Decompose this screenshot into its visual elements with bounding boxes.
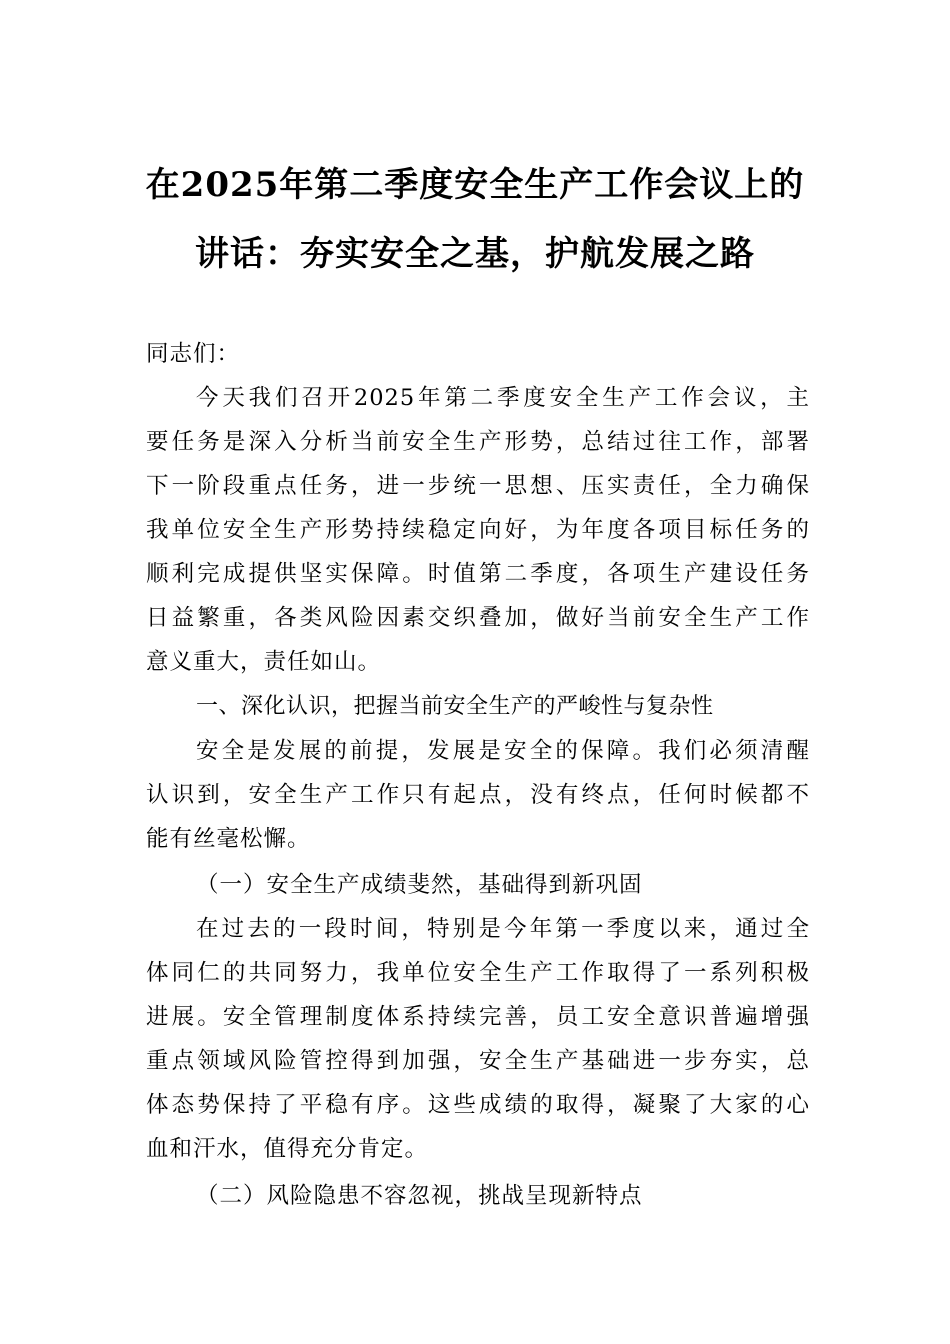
document-title-line-2: 讲话：夯实安全之基，护航发展之路 bbox=[195, 234, 755, 274]
paragraph-line: 体态势保持了平稳有序。这些成绩的取得，凝聚了大家的心 bbox=[146, 1092, 810, 1118]
subsection-heading: （二）风险隐患不容忽视，挑战呈现新特点 bbox=[196, 1183, 643, 1209]
paragraph-line: 要任务是深入分析当前安全生产形势，总结过往工作，部署 bbox=[146, 429, 810, 455]
paragraph-line: 我单位安全生产形势持续稳定向好，为年度各项目标任务的 bbox=[146, 517, 810, 543]
subsection-heading: （一）安全生产成绩斐然，基础得到新巩固 bbox=[196, 872, 643, 898]
paragraph-line: 下一阶段重点任务，进一步统一思想、压实责任，全力确保 bbox=[146, 473, 810, 499]
paragraph-line: 进展。安全管理制度体系持续完善，员工安全意识普遍增强 bbox=[146, 1004, 810, 1030]
paragraph-line: 认识到，安全生产工作只有起点，没有终点，任何时候都不 bbox=[146, 782, 810, 808]
document-title-line-1: 在2025年第二季度安全生产工作会议上的 bbox=[145, 165, 805, 205]
paragraph-line: 安全是发展的前提，发展是安全的保障。我们必须清醒 bbox=[196, 738, 810, 764]
salutation: 同志们： bbox=[146, 341, 241, 367]
paragraph-line: 重点领域风险管控得到加强，安全生产基础进一步夯实，总 bbox=[146, 1048, 810, 1074]
paragraph-line: 顺利完成提供坚实保障。时值第二季度，各项生产建设任务 bbox=[146, 561, 810, 587]
paragraph-line: 今天我们召开2025年第二季度安全生产工作会议，主 bbox=[196, 385, 810, 411]
section-heading: 一、深化认识，把握当前安全生产的严峻性与复杂性 bbox=[196, 694, 714, 719]
paragraph-line: 体同仁的共同努力，我单位安全生产工作取得了一系列积极 bbox=[146, 960, 810, 986]
paragraph-line: 能有丝毫松懈。 bbox=[146, 826, 311, 852]
paragraph-line: 日益繁重，各类风险因素交织叠加，做好当前安全生产工作 bbox=[146, 605, 810, 631]
paragraph-line: 意义重大，责任如山。 bbox=[146, 649, 382, 675]
paragraph-line: 血和汗水，值得充分肯定。 bbox=[146, 1136, 429, 1162]
paragraph-line: 在过去的一段时间，特别是今年第一季度以来，通过全 bbox=[196, 916, 810, 942]
